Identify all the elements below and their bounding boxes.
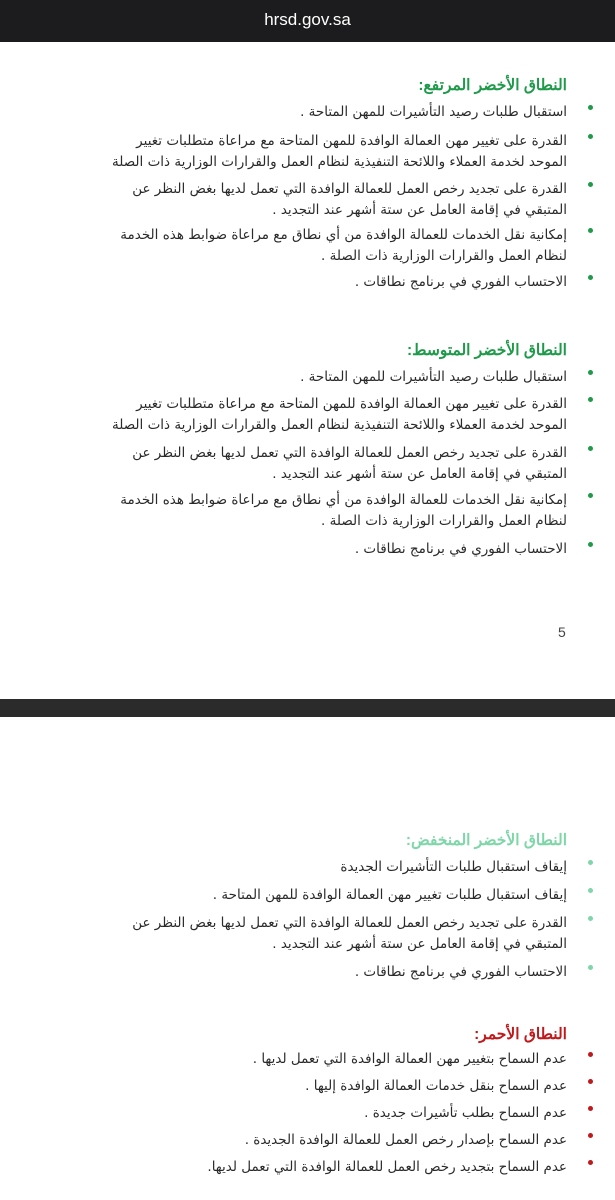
section-heading: النطاق الأخضر المتوسط: — [406, 342, 567, 359]
list-item: عدم السماح بإصدار رخص العمل للعمالة الوافدة الجديدة . — [245, 1130, 567, 1151]
list-item: القدرة على تجديد رخص العمل للعمالة الوافدة التي تعمل لديها بغض النظر عن المتبقي في إقامة العامل عن ستة أشهر عند التجديد . — [132, 443, 567, 485]
bullet-icon — [588, 1133, 593, 1138]
list-item: الاحتساب الفوري في برنامج نطاقات . — [355, 962, 567, 983]
section-heading: النطاق الأحمر: — [474, 1026, 567, 1043]
list-item: عدم السماح بنقل خدمات العمالة الوافدة إليها . — [305, 1076, 567, 1097]
bullet-icon — [588, 134, 593, 139]
list-item: عدم السماح بتغيير مهن العمالة الوافدة التي تعمل لديها . — [253, 1049, 567, 1070]
list-item: القدرة على تجديد رخص العمل للعمالة الوافدة التي تعمل لديها بغض النظر عن المتبقي في إقامة العامل عن ستة أشهر عند التجديد . — [132, 179, 567, 221]
list-item: القدرة على تغيير مهن العمالة الوافدة للمهن المتاحة مع مراعاة متطلبات تغيير الموحد لخدمة العملاء واللائحة التنفيذية لنظام العمل والقرارات الوزارية ذات الصلة — [112, 131, 567, 173]
bullet-icon — [588, 446, 593, 451]
list-item: استقبال طلبات رصيد التأشيرات للمهن المتاحة . — [300, 102, 567, 123]
section-heading: النطاق الأخضر المنخفض: — [405, 832, 567, 849]
bullet-icon — [588, 1106, 593, 1111]
page-number: 5 — [558, 624, 566, 640]
bullet-icon — [588, 182, 593, 187]
bullet-icon — [588, 370, 593, 375]
bullet-icon — [588, 542, 593, 547]
bullet-icon — [588, 965, 593, 970]
bullet-icon — [588, 105, 593, 110]
document-page-5 — [0, 42, 615, 699]
bullet-icon — [588, 860, 593, 865]
page-separator — [0, 699, 615, 717]
list-item: القدرة على تغيير مهن العمالة الوافدة للمهن المتاحة مع مراعاة متطلبات تغيير الموحد لخدمة العملاء واللائحة التنفيذية لنظام العمل والقرارات الوزارية ذات الصلة — [112, 394, 567, 436]
browser-address-bar[interactable] — [0, 0, 615, 42]
list-item: الاحتساب الفوري في برنامج نطاقات . — [355, 272, 567, 293]
section-heading: النطاق الأخضر المرتفع: — [418, 77, 567, 94]
list-item: إمكانية نقل الخدمات للعمالة الوافدة من أي نطاق مع مراعاة ضوابط هذه الخدمة لنظام العمل والقرارات الوزارية ذات الصلة . — [120, 490, 567, 532]
bullet-icon — [588, 888, 593, 893]
document-page-6 — [0, 717, 615, 1200]
list-item: عدم السماح بتجديد رخص العمل للعمالة الوافدة التي تعمل لديها. — [207, 1157, 567, 1178]
list-item: إيقاف استقبال طلبات التأشيرات الجديدة — [340, 857, 567, 878]
list-item: إمكانية نقل الخدمات للعمالة الوافدة من أي نطاق مع مراعاة ضوابط هذه الخدمة لنظام العمل والقرارات الوزارية ذات الصلة . — [120, 225, 567, 267]
list-item: استقبال طلبات رصيد التأشيرات للمهن المتاحة . — [300, 367, 567, 388]
bullet-icon — [588, 275, 593, 280]
bullet-icon — [588, 228, 593, 233]
list-item: عدم السماح بطلب تأشيرات جديدة . — [364, 1103, 567, 1124]
bullet-icon — [588, 1079, 593, 1084]
url-text[interactable]: hrsd.gov.sa — [264, 10, 351, 29]
list-item: الاحتساب الفوري في برنامج نطاقات . — [355, 539, 567, 560]
list-item: القدرة على تجديد رخص العمل للعمالة الوافدة التي تعمل لديها بغض النظر عن المتبقي في إقامة العامل عن ستة أشهر عند التجديد . — [132, 913, 567, 955]
bullet-icon — [588, 493, 593, 498]
bullet-icon — [588, 397, 593, 402]
bullet-icon — [588, 916, 593, 921]
list-item: إيقاف استقبال طلبات تغيير مهن العمالة الوافدة للمهن المتاحة . — [213, 885, 567, 906]
bullet-icon — [588, 1160, 593, 1165]
bullet-icon — [588, 1052, 593, 1057]
